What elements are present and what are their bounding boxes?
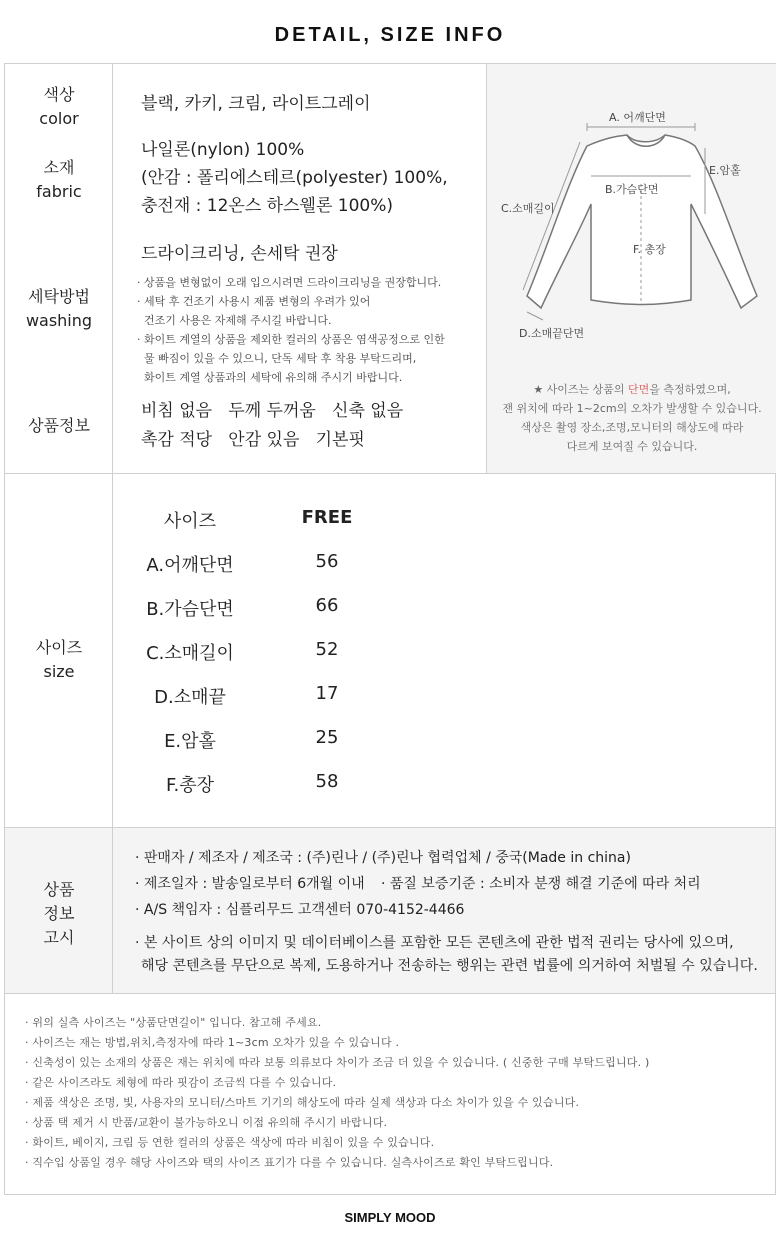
color-label-en: color: [39, 109, 79, 128]
diagram-label-a: A. 어깨단면: [609, 111, 666, 124]
washing-note: 화이트 계열 상품과의 세탁에 유의해 주시기 바랍니다.: [137, 371, 403, 384]
notice-label: 고시: [43, 928, 75, 947]
washing-note: 건조기 사용은 자제해 주시길 바랍니다.: [137, 314, 332, 327]
washing-note: · 화이트 계열의 상품을 제외한 컬러의 상품은 염색공정으로 인한: [137, 333, 445, 346]
note-line: · 직수입 상품일 경우 해당 사이즈와 택의 사이즈 표기가 다를 수 있습니다. 실측사이즈로 확인 부탁드립니다.: [25, 1156, 554, 1169]
seller-info: · 판매자 / 제조자 / 제조국 : (주)린나 / (주)린나 협력업체 / 중국(Made in china): [135, 850, 631, 866]
diagram-note: 다르게 보여질 수 있습니다.: [566, 440, 698, 453]
color-value: 블랙, 카키, 크림, 라이트그레이: [141, 94, 371, 114]
size-row-name: F.총장: [166, 775, 214, 796]
size-row-value: 66: [315, 595, 339, 616]
size-diagram: [486, 64, 776, 473]
diagram-note: 색상은 촬영 장소,조명,모니터의 해상도에 따라: [520, 421, 744, 434]
notes-section: [4, 993, 776, 1195]
size-row-name: A.어깨단면: [146, 555, 234, 576]
note-line: · 같은 사이즈라도 체형에 따라 핏감이 조금씩 다를 수 있습니다.: [25, 1076, 337, 1089]
fabric-line: 나일론(nylon) 100%: [141, 140, 305, 160]
diagram-label-b: B.가슴단면: [605, 183, 659, 196]
note-line: · 제품 색상은 조명, 빛, 사용자의 모니터/스마트 기기의 해상도에 따라 실제 색상과 다소 차이가 있을 수 있습니다.: [25, 1096, 580, 1109]
size-row-value: 25: [315, 727, 339, 748]
size-row-value: 17: [315, 683, 339, 704]
color-label-ko: 색상: [43, 85, 75, 104]
fabric-label-ko: 소재: [43, 158, 75, 177]
diagram-label-d: D.소매끝단면: [519, 327, 585, 340]
page-title: DETAIL, SIZE INFO: [274, 24, 506, 46]
as-info: · A/S 책임자 : 심플리무드 고객센터 070-4152-4466: [135, 902, 465, 918]
diagram-label-e: E.암홀: [709, 164, 741, 177]
notice-label: 정보: [43, 904, 75, 923]
size-label-ko: 사이즈: [35, 638, 83, 657]
quality-info: · 품질 보증기준 : 소비자 분쟁 해결 기준에 따라 처리: [381, 876, 701, 892]
copyright-line: 해당 콘텐츠를 무단으로 복제, 도용하거나 전송하는 행위는 관련 법률에 의거하여 처벌될 수 있습니다.: [141, 958, 758, 974]
washing-label-ko: 세탁방법: [28, 287, 90, 306]
made-date-info: · 제조일자 : 발송일로부터 6개월 이내: [135, 876, 365, 892]
diagram-label-f: F. 총장: [633, 243, 666, 256]
size-label-en: size: [43, 662, 75, 681]
product-info-line: 촉감 적당 안감 있음 기본핏: [141, 430, 365, 450]
brand-name: SIMPLY MOOD: [344, 1210, 436, 1225]
washing-headline: 드라이크리닝, 손세탁 권장: [141, 244, 338, 264]
size-header-name: 사이즈: [163, 511, 217, 532]
product-notice-section: [4, 827, 776, 994]
size-row-name: E.암홀: [164, 731, 216, 752]
fabric-line: (안감 : 폴리에스테르(polyester) 100%,: [141, 168, 448, 188]
note-line: · 상품 택 제거 시 반품/교환이 불가능하오니 이점 유의해 주시기 바랍니다.: [25, 1116, 388, 1129]
washing-label-en: washing: [25, 311, 93, 330]
size-row-value: 58: [315, 771, 339, 792]
size-row-name: B.가슴단면: [146, 599, 234, 620]
size-row-value: 52: [315, 639, 339, 660]
diagram-note: ★ 사이즈는 상품의 단면을 측정하였으며,: [533, 383, 731, 396]
note-line: · 신축성이 있는 소재의 상품은 재는 위치에 따라 보통 의류보다 차이가 조금 더 있을 수 있습니다. ( 신중한 구매 부탁드립니다. ): [25, 1056, 650, 1069]
product-info-line: 비침 없음 두께 두꺼움 신축 없음: [141, 401, 404, 421]
fabric-label-en: fabric: [36, 182, 82, 201]
note-line: · 위의 실측 사이즈는 "상품단면길이" 입니다. 참고해 주세요.: [25, 1016, 322, 1029]
size-row-value: 56: [315, 551, 339, 572]
washing-note: · 세탁 후 건조기 사용시 제품 변형의 우려가 있어: [137, 295, 371, 308]
washing-note: 물 빠짐이 있을 수 있으니, 단독 세탁 후 착용 부탁드리며,: [137, 352, 417, 365]
diagram-label-c: C.소매길이: [501, 202, 555, 215]
detail-section: [4, 63, 776, 474]
product-info-label: 상품정보: [28, 416, 90, 435]
copyright-line: · 본 사이트 상의 이미지 및 데이터베이스를 포함한 모든 콘텐츠에 관한 법적 권리는 당사에 있으며,: [135, 935, 734, 951]
fabric-line: 충전재 : 12온스 하스웰론 100%): [141, 196, 394, 216]
size-header-value: FREE: [301, 507, 353, 528]
size-row-name: C.소매길이: [146, 643, 234, 664]
size-row-name: D.소매끝: [154, 687, 226, 708]
size-section: [4, 473, 776, 828]
washing-note: · 상품을 변형없이 오래 입으시려면 드라이크리닝을 권장합니다.: [137, 276, 442, 289]
note-line: · 화이트, 베이지, 크림 등 연한 컬러의 상품은 색상에 따라 비침이 있을 수 있습니다.: [25, 1136, 435, 1149]
notice-label: 상품: [43, 880, 75, 899]
diagram-note: 잰 위치에 따라 1~2cm의 오차가 발생할 수 있습니다.: [502, 402, 762, 415]
note-line: · 사이즈는 재는 방법,위치,측정자에 따라 1~3cm 오차가 있을 수 있습니다 .: [25, 1036, 400, 1049]
